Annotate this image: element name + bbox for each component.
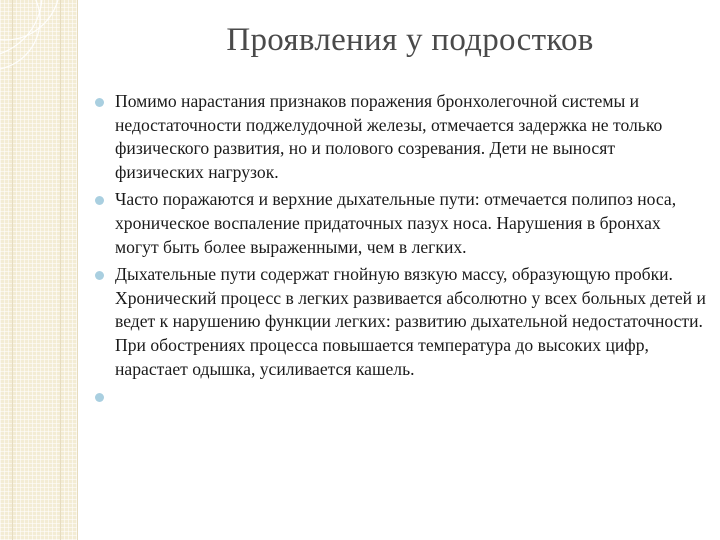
bullet-dot-icon [95,98,104,107]
bullet-item [92,90,708,184]
bullet-text: Помимо нарастания признаков поражения бронхолегочной системы и недостаточности поджелудочной железы, отмечается задержка не только физического развития, но и полового созревания. Дети не выносят физических нагрузок. [115,91,663,182]
bullet-item [92,188,708,259]
bullet-dot-icon [95,196,104,205]
decorative-circles [0,0,90,90]
bullet-dot-icon [95,393,104,402]
bullet-dot-icon [95,271,104,280]
slide-title: Проявления у подростков [226,22,594,58]
bullet-text: Часто поражаются и верхние дыхательные пути: отмечается полипоз носа, хроническое воспаление придаточных пазух носа. Нарушения в бронхах могут быть более выраженными, чем в легких. [115,189,677,257]
bullet-text: Дыхательные пути содержат гнойную вязкую массу, образующую пробки. Хронический процесс в легких развивается абсолютно у всех больных детей и ведет к нарушению функции легких: развитию дыхательной недостаточности. При обострениях процесса повышается температура до высоких цифр, нарастает одышка, усиливается кашель. [115,264,706,379]
bullet-list [92,90,708,413]
bullet-item [92,263,708,381]
bullet-item-empty [92,385,708,409]
